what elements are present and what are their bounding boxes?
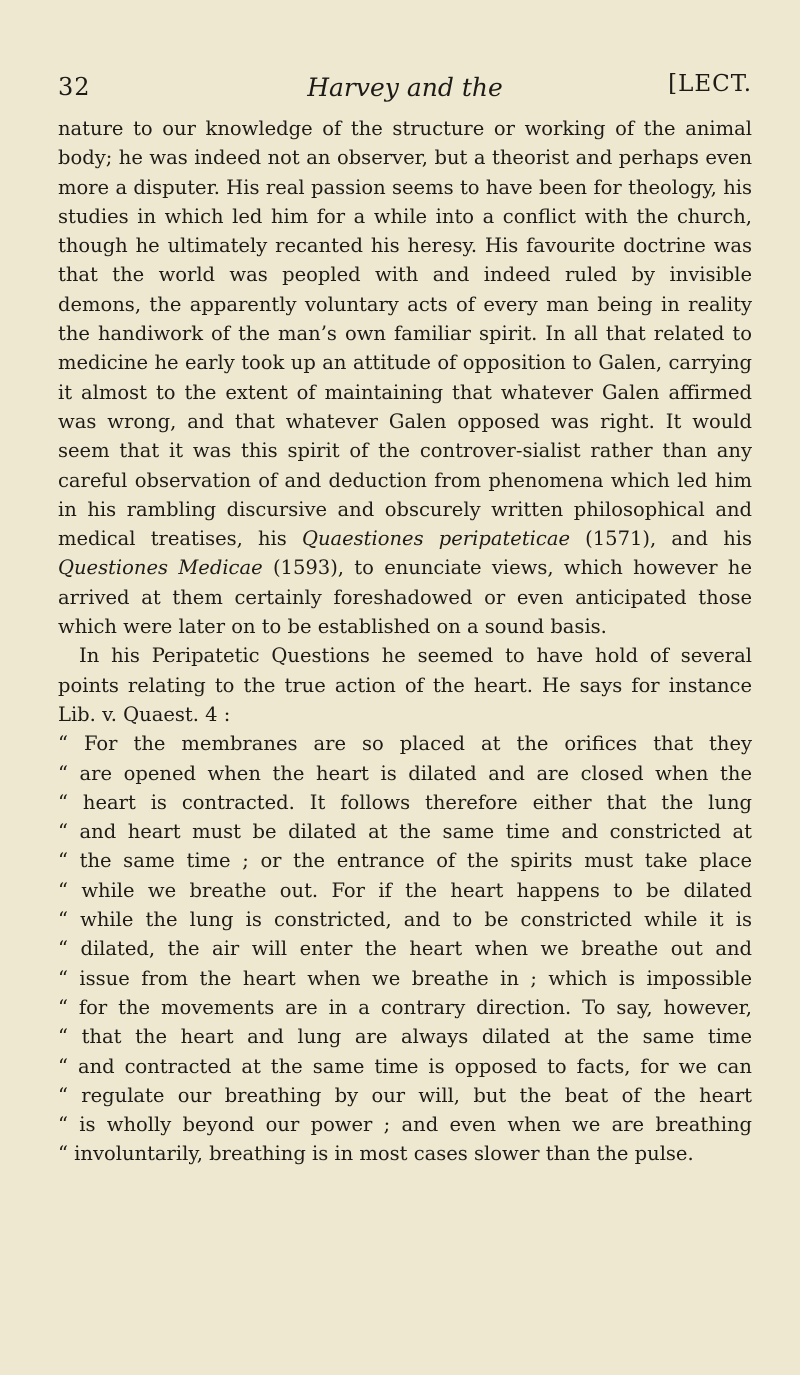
paragraph-text: (1593), to enunciate views, which however he arrived at them certainly foreshadowed or even anticipated those which were later on to be established on a sound basis. bbox=[58, 556, 752, 639]
paragraph-peripatetic-questions: In his Peripatetic Questions he seemed to have hold of several points relating to the true action of the heart. He says for instance Lib. v. Quaest. 4 : bbox=[58, 644, 752, 726]
lecture-marker: [LECT. bbox=[668, 71, 752, 97]
paragraph-text: nature to our knowledge of the structure or working of the animal body; he was indeed not an observer, but a theorist and perhaps even more a disputer. His real passion seems to have been for theology, his studies in which led him for a while into a conflict with the church, though he ultimately recanted his heresy. His favourite doctrine was that the world was peopled with and indeed ruled by invisible demons, the apparently voluntary acts of every man being in reality the handiwork of the man’s own familiar spirit. In all that related to medicine he early took up an attitude of opposition to Galen, carrying it almost to the extent of maintaining that whatever Galen affirmed was wrong, and that whatever Galen opposed was right. It would seem that it was this spirit of the controver-sialist rather than any careful observation of and deduction from phenomena which led him in his rambling discursive and obscurely written philosophical and medical treatises, his bbox=[58, 117, 752, 551]
body-text bbox=[58, 114, 752, 1169]
work-title-quaestiones-peripateticae: Quaestiones peripateticae bbox=[301, 527, 570, 551]
quote-line: “ for the movements are in a contrary direction. To say, however, bbox=[58, 995, 752, 1019]
running-head bbox=[58, 73, 752, 107]
quote-line: “ issue from the heart when we breathe in ; which is impossible bbox=[58, 966, 752, 990]
quote-line: “ is wholly beyond our power ; and even when we are breathing bbox=[58, 1113, 752, 1137]
quote-line: “ while the lung is constricted, and to be constricted while it is bbox=[58, 908, 752, 932]
page-number: 32 bbox=[58, 73, 91, 101]
quote-line: “ dilated, the air will enter the heart when we breathe out and bbox=[58, 937, 752, 961]
quote-line: “ the same time ; or the entrance of the spirits must take place bbox=[58, 849, 752, 873]
quote-line: “ and contracted at the same time is opposed to facts, for we can bbox=[58, 1054, 752, 1078]
quote-line: “ and heart must be dilated at the same time and constricted at bbox=[58, 820, 752, 844]
paragraph-opening bbox=[58, 114, 752, 641]
quote-line: “ heart is contracted. It follows therefore either that the lung bbox=[58, 790, 752, 814]
quote-line: “ For the membranes are so placed at the orifices that they bbox=[58, 732, 752, 756]
quotation-block bbox=[58, 729, 752, 1168]
quote-line: “ while we breathe out. For if the heart happens to be dilated bbox=[58, 878, 752, 902]
quote-line: “ that the heart and lung are always dilated at the same time bbox=[58, 1025, 752, 1049]
paragraph-text: (1571), and his bbox=[570, 527, 752, 551]
work-title-questiones-medicae: Questiones Medicae bbox=[58, 556, 263, 580]
quote-line: “ are opened when the heart is dilated and are closed when the bbox=[58, 761, 752, 785]
running-title: Harvey and the bbox=[307, 73, 503, 102]
quote-line: “ involuntarily, breathing is in most cases slower than the pulse. bbox=[58, 1142, 694, 1166]
quote-line: “ regulate our breathing by our will, but the beat of the heart bbox=[58, 1083, 752, 1107]
